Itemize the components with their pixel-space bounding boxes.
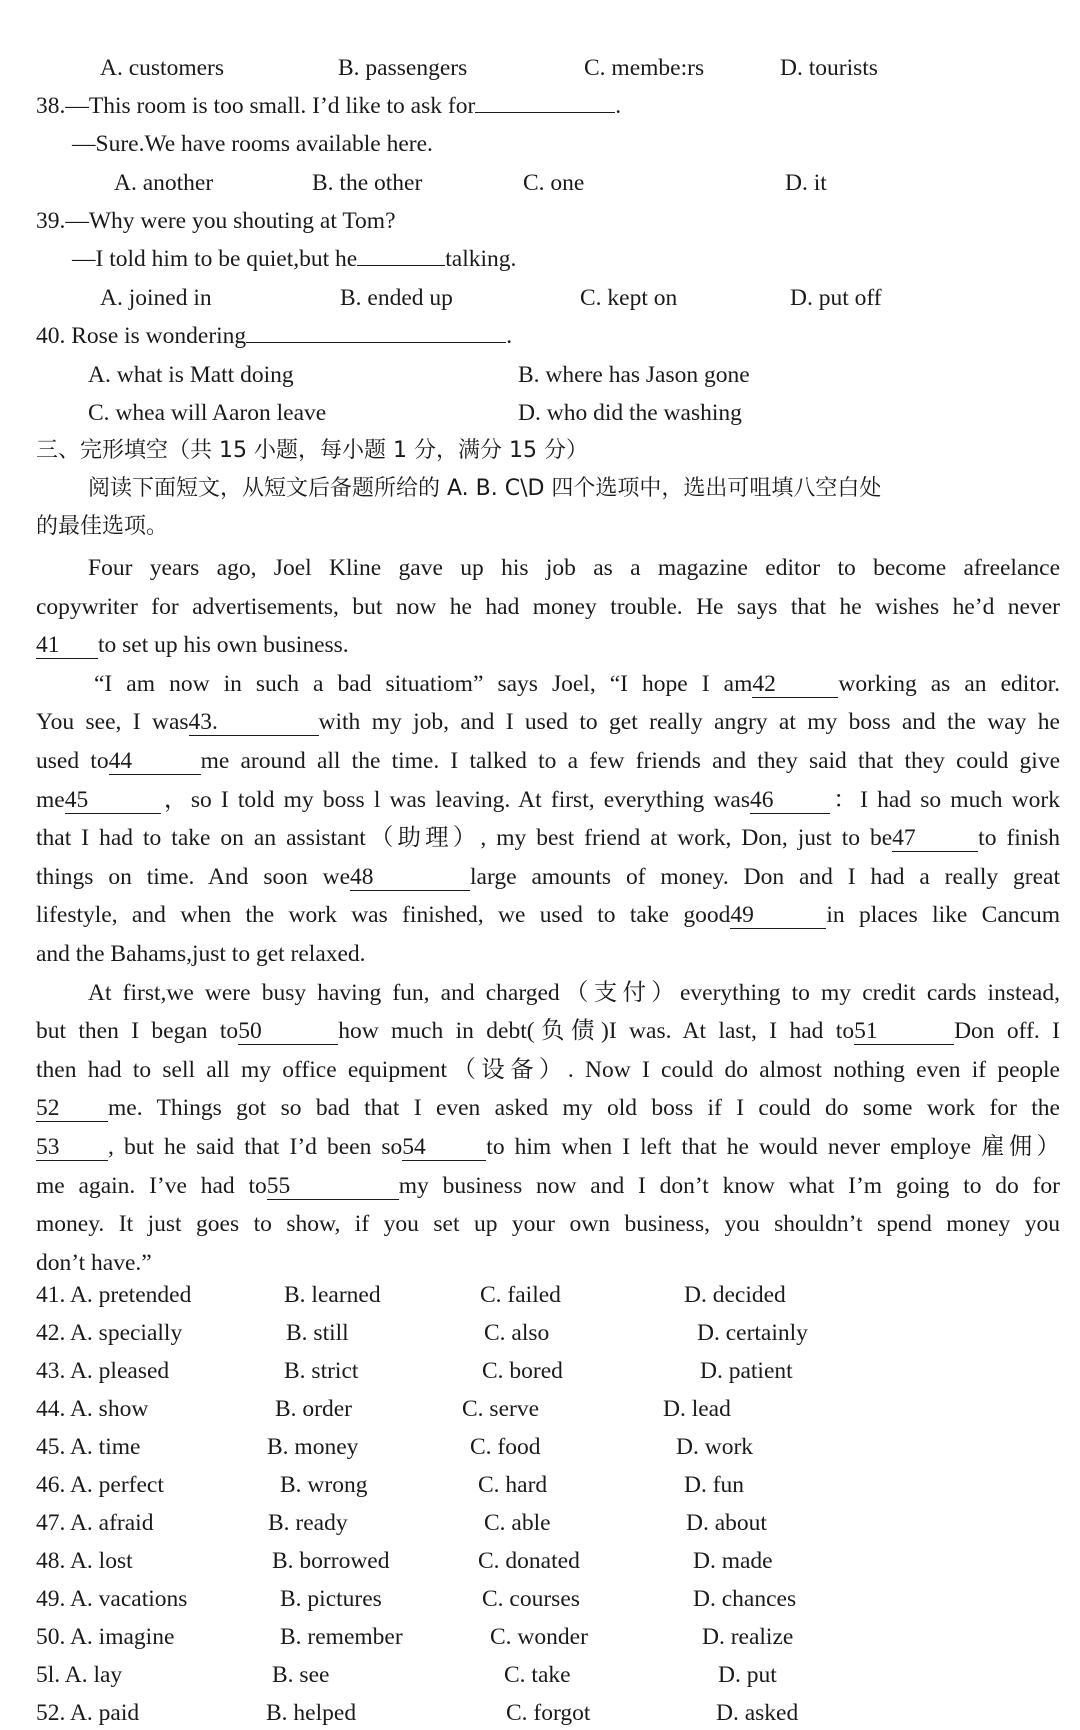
blank-52: 52 (36, 1095, 108, 1122)
q38-reply: —Sure.We have rooms available here. (72, 131, 433, 157)
answer-41-c: C. failed (480, 1282, 561, 1308)
q39-option-a: A. joined in (100, 285, 212, 311)
answer-52-b: B. helped (266, 1700, 357, 1726)
q37-option-d: D. tourists (780, 55, 878, 81)
answer-43-c: C. bored (482, 1358, 563, 1384)
answer-51-a: 5l. A. lay (36, 1662, 123, 1688)
answer-41-a: 41. A. pretended (36, 1282, 192, 1308)
answer-46-a: 46. A. perfect (36, 1472, 164, 1498)
q39-blank (357, 265, 445, 266)
p1-line-3: 41 to set up his own business. (36, 632, 349, 659)
p1-line-2: copywriter for advertisements, but now he had money trouble. He says that he wishes he’d never (36, 593, 1060, 620)
q40-option-a: A. what is Matt doing (88, 362, 294, 388)
answer-48-d: D. made (693, 1548, 773, 1574)
answer-49-b: B. pictures (280, 1586, 382, 1612)
answer-41-b: B. learned (284, 1282, 381, 1308)
blank-42: 42 (752, 671, 838, 698)
p3-line-4: 52 me. Things got so bad that I even asked my old boss if I could do some work for the (36, 1095, 1060, 1122)
answer-48-b: B. borrowed (272, 1548, 390, 1574)
answer-44-c: C. serve (462, 1396, 540, 1422)
answer-49-a: 49. A. vacations (36, 1586, 188, 1612)
p3-line-6: me again. I’ve had to55 my business now and I don’t know what I’m going to do for (36, 1172, 1061, 1199)
section-title: 三、完形填空（共 15 小题，每小题 1 分，满分 15 分） (36, 438, 588, 463)
answer-42-c: C. also (484, 1320, 550, 1346)
q40-option-d: D. who did the washing (518, 400, 742, 426)
p2-line-3: used to44 me around all the time. I talked to a few friends and they said that they could give (36, 747, 1061, 774)
q38-option-b: B. the other (312, 170, 423, 196)
answer-43-b: B. strict (284, 1358, 359, 1384)
answer-45-d: D. work (676, 1434, 754, 1460)
q39-option-d: D. put off (790, 285, 882, 311)
q40-stem (36, 321, 512, 351)
q40-option-b: B. where has Jason gone (518, 362, 750, 388)
q39-reply-text: —I told him to be quiet,but he (72, 246, 358, 272)
blank-48: 48 (350, 864, 470, 891)
answer-46-c: C. hard (478, 1472, 548, 1498)
answer-42-a: 42. A. specially (36, 1320, 183, 1346)
blank-43: 43. (189, 709, 319, 736)
blank-44: 44 (109, 748, 201, 775)
p1-line-1: Four years ago, Joel Kline gave up his job as a magazine editor to become afreelance (88, 555, 1060, 581)
p3-line-8: don’t have.” (36, 1249, 152, 1276)
p2-line-7: lifestyle, and when the work was finished, we used to take good49 in places like Cancum (36, 902, 1060, 929)
answer-42-b: B. still (286, 1320, 349, 1346)
q38-option-a: A. another (114, 170, 214, 196)
q38-stem-text: 38.—This room is too small. I’d like to ask for (36, 93, 476, 119)
blank-53: 53 (36, 1134, 108, 1161)
q40-option-c: C. whea will Aaron leave (88, 400, 327, 426)
p3-line-7: money. It just goes to show, if you set up your own business, you shouldn’t spend money you (36, 1211, 1060, 1238)
q37-option-c: C. membe:rs (584, 55, 705, 81)
p3-line-5: 53 , but he said that I’d been so54 to him when I left that he would never employe 雇佣） (36, 1133, 1060, 1160)
answer-44-d: D. lead (663, 1396, 731, 1422)
q38-blank (475, 112, 615, 113)
blank-46: 46 (750, 787, 830, 814)
blank-47: 47 (892, 825, 978, 852)
answer-50-a: 50. A. imagine (36, 1624, 175, 1650)
section-instructions: 阅读下面短文，从短文后备题所给的 A. B. C\D 四个选项中，选出可咀填八空白处 (88, 476, 882, 501)
answer-49-d: D. chances (693, 1586, 797, 1612)
blank-51: 51 (854, 1018, 954, 1045)
q39-reply-end: talking. (445, 246, 517, 272)
section-instructions-cont: 的最佳选项。 (36, 514, 169, 539)
answer-50-d: D. realize (702, 1624, 794, 1650)
q37-option-a: A. customers (100, 55, 225, 81)
p3-line-3: then had to sell all my office equipment（设备）. Now I could do almost nothing even if people (36, 1056, 1060, 1083)
answer-48-a: 48. A. lost (36, 1548, 133, 1574)
answer-48-c: C. donated (478, 1548, 580, 1574)
q40-blank (246, 342, 506, 343)
answer-43-a: 43. A. pleased (36, 1358, 170, 1384)
answer-50-b: B. remember (280, 1624, 403, 1650)
q40-stem-end: . (506, 323, 513, 349)
answer-41-d: D. decided (684, 1282, 786, 1308)
p2-line-4: me45 ，so I told my boss l was leaving. At first, everything was46 ：I had so much work (36, 786, 1060, 813)
answer-46-b: B. wrong (280, 1472, 368, 1498)
q39-reply (72, 244, 516, 274)
blank-55: 55 (267, 1173, 399, 1200)
blank-50: 50 (238, 1018, 338, 1045)
q38-stem-end: . (615, 93, 622, 119)
p2-line-1: “I am now in such a bad situatiom” says Joel, “I hope I am42 working as an editor. (94, 670, 1060, 697)
p3-line-1: At first,we were busy having fun, and charged（支付）everything to my credit cards instead, (88, 979, 1060, 1006)
p2-line-8: and the Bahams,just to get relaxed. (36, 940, 366, 967)
blank-41: 41 (36, 632, 98, 659)
p2-line-2: You see, I was43. with my job, and I used to get really angry at my boss and the way he (36, 709, 1060, 736)
answer-44-a: 44. A. show (36, 1396, 149, 1422)
answer-47-c: C. able (484, 1510, 551, 1536)
answer-47-d: D. about (686, 1510, 767, 1536)
blank-54: 54 (402, 1134, 486, 1161)
answer-47-a: 47. A. afraid (36, 1510, 154, 1536)
answer-47-b: B. ready (268, 1510, 348, 1536)
q37-option-b: B. passengers (338, 55, 468, 81)
q39-stem: 39.—Why were you shouting at Tom? (36, 208, 396, 234)
answer-44-b: B. order (275, 1396, 353, 1422)
answer-45-b: B. money (267, 1434, 359, 1460)
answer-52-c: C. forgot (506, 1700, 591, 1726)
answer-51-b: B. see (272, 1662, 330, 1688)
q39-option-c: C. kept on (580, 285, 678, 311)
q39-option-b: B. ended up (340, 285, 453, 311)
q38-option-c: C. one (523, 170, 585, 196)
answer-52-a: 52. A. paid (36, 1700, 140, 1726)
blank-49: 49 (730, 902, 826, 929)
answer-43-d: D. patient (700, 1358, 793, 1384)
p2-line-6: things on time. And soon we48 large amounts of money. Don and I had a really great (36, 863, 1060, 890)
answer-49-c: C. courses (482, 1586, 580, 1612)
answer-46-d: D. fun (684, 1472, 745, 1498)
q40-stem-text: 40. Rose is wondering (36, 323, 247, 349)
answer-50-c: C. wonder (490, 1624, 588, 1650)
answer-45-c: C. food (470, 1434, 541, 1460)
q38-option-d: D. it (785, 170, 827, 196)
answer-42-d: D. certainly (697, 1320, 808, 1346)
blank-45: 45 (65, 787, 161, 814)
q38-stem (36, 91, 621, 121)
answer-52-d: D. asked (716, 1700, 799, 1726)
p3-line-2: but then I began to50 how much in debt(负债)I was. At last, I had to51 Don off. I (36, 1018, 1060, 1045)
answer-51-c: C. take (504, 1662, 571, 1688)
answer-45-a: 45. A. time (36, 1434, 141, 1460)
p2-line-5: that I had to take on an assistant（助理）, my best friend at work, Don, just to be47 to finish (36, 825, 1060, 852)
answer-51-d: D. put (718, 1662, 777, 1688)
passage (36, 549, 1060, 1282)
